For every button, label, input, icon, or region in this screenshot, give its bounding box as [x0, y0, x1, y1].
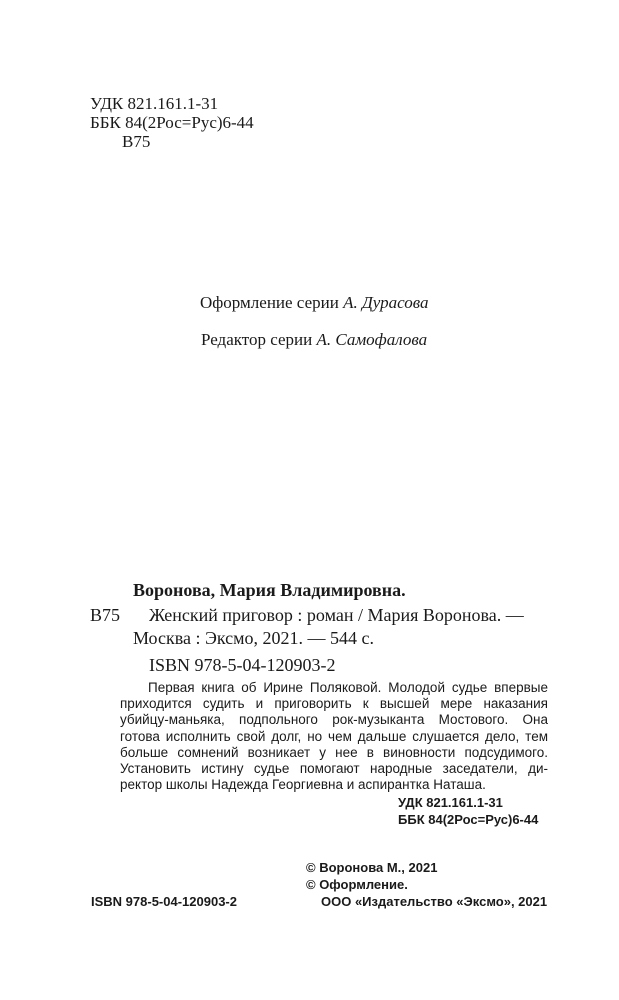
copyright-publisher: ООО «Издательство «Эксмо», 2021: [321, 894, 548, 909]
copyright-isbn: ISBN 978-5-04-120903-2: [91, 894, 237, 909]
annotation-line: готова исполнить свой долг, но чем дальше слушается дело, тем: [120, 728, 548, 744]
series-design-name: А. Дурасова: [343, 293, 429, 312]
series-design-credit: [200, 293, 428, 313]
annotation-line: приходится судить и приговорить к высшей мере наказания: [120, 696, 548, 712]
annotation-line: Установить истину судье помогают народные заседатели, ди-: [120, 761, 548, 777]
top-bbk: ББК 84(2Рос=Рус)6-44: [90, 113, 254, 132]
catalog-author-mark: В75: [90, 605, 121, 625]
series-editor-label: Редактор серии: [201, 330, 313, 349]
catalog-bbk: ББК 84(2Рос=Рус)6-44: [398, 812, 539, 827]
series-design-label: Оформление серии: [200, 293, 339, 312]
catalog-isbn: ISBN 978-5-04-120903-2: [149, 655, 336, 675]
copyright-author: © Воронова М., 2021: [306, 860, 438, 875]
annotation-line: убийцу-маньяка, подпольного рок-музыканта Мостового. Она: [120, 712, 548, 728]
annotation-line: ректор школы Надежда Георгиевна и аспирантка Наташа.: [120, 777, 486, 793]
copyright-design: © Оформление.: [306, 877, 408, 892]
catalog-title-line1: Женский приговор : роман / Мария Воронова. —: [149, 605, 524, 625]
catalog-author: Воронова, Мария Владимировна.: [133, 580, 406, 600]
catalog-title-line2: Москва : Эксмо, 2021. — 544 с.: [133, 628, 375, 648]
top-author-mark: В75: [122, 132, 151, 151]
series-editor-credit: [201, 330, 427, 350]
top-udk: УДК 821.161.1-31: [90, 94, 219, 113]
annotation-line: Первая книга об Ирине Поляковой. Молодой судье впервые: [148, 680, 548, 695]
catalog-annotation: [120, 680, 548, 793]
annotation-line: больше сомнений возникает у нее в виновности подсудимого.: [120, 744, 548, 760]
series-editor-name: А. Самофалова: [316, 330, 428, 349]
catalog-udk: УДК 821.161.1-31: [398, 795, 503, 810]
